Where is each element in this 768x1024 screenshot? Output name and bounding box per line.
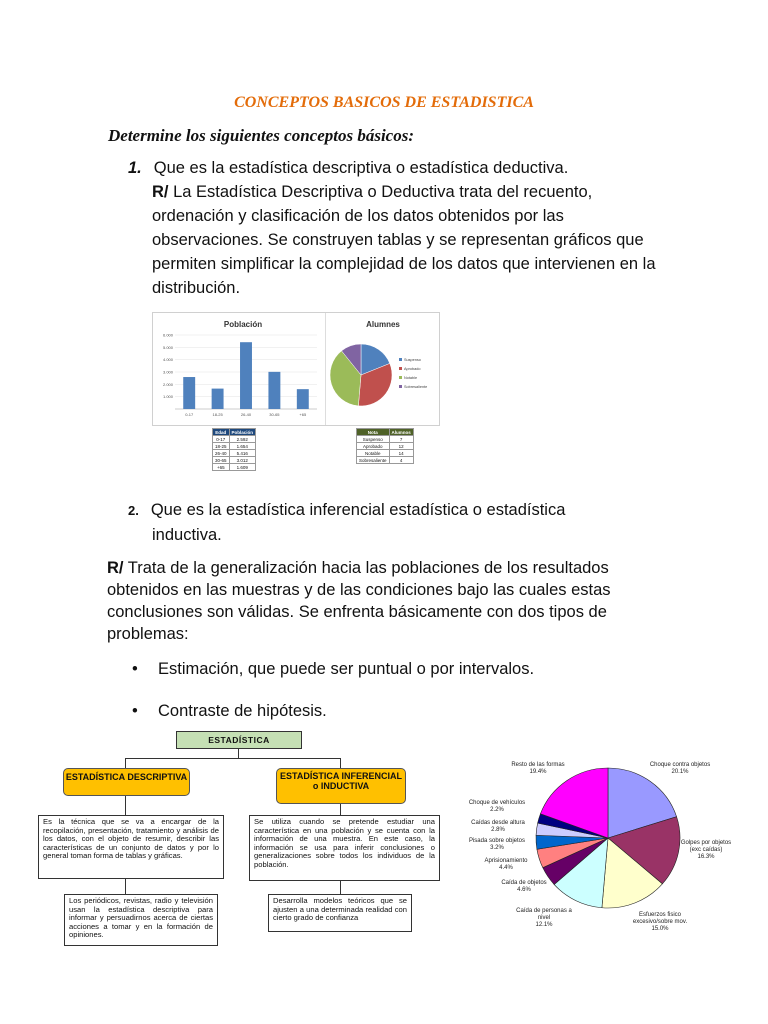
- x-tick-label: +65: [299, 412, 307, 417]
- x-tick-label: 30-65: [269, 412, 280, 417]
- pie-label-text: excesivo/sobre mov.: [632, 919, 688, 925]
- diagram-connector: [125, 758, 341, 759]
- table-cell: Suspenso: [357, 436, 390, 443]
- subtitle: Determine los siguientes conceptos básicos:: [108, 126, 414, 145]
- table-cell: +65: [213, 464, 230, 471]
- pie-label-text: Choque contra objetos: [649, 762, 711, 768]
- legend-label: Aprobado: [404, 367, 421, 371]
- table-cell: 0-17: [213, 436, 230, 443]
- bar: [212, 389, 224, 409]
- y-tick-label: 1.000: [162, 394, 173, 400]
- diagram-descriptiva-head: ESTADÍSTICA DESCRIPTIVA: [63, 768, 190, 796]
- table-cell: 30-65: [213, 457, 230, 464]
- pie-label: [640, 762, 720, 776]
- bullet-item: [132, 702, 327, 721]
- chart-panel: [152, 312, 440, 426]
- pie-label-text: Aprisionamiento: [484, 858, 528, 864]
- x-tick-label: 18-25: [212, 412, 223, 417]
- bullet-item: [132, 660, 534, 679]
- pie-label-value: 3.2%: [490, 845, 504, 851]
- legend-label: Sobresaliente: [404, 385, 428, 389]
- question-1-number: 1.: [128, 159, 142, 177]
- y-tick-label: 4.000: [162, 357, 173, 363]
- question-2-number: 2.: [128, 503, 139, 518]
- x-tick-label: 26-40: [240, 412, 252, 417]
- bullet-icon: •: [132, 660, 138, 678]
- pie-label: [674, 840, 738, 861]
- diagram-connector: [125, 758, 126, 768]
- y-tick-label: 2.000: [162, 381, 173, 387]
- pie-label-value: 20.1%: [671, 769, 689, 775]
- table-cell: 1.654: [229, 443, 256, 450]
- table-cell: 14: [389, 450, 413, 457]
- pie-chart-title: Alumnes: [366, 320, 400, 329]
- diagram-connector: [340, 758, 341, 768]
- table-cell: 2.592: [229, 436, 256, 443]
- table-cell: 12: [389, 443, 413, 450]
- pie-label-value: 19.4%: [529, 769, 547, 775]
- question-2-line2: inductiva.: [152, 526, 222, 544]
- pie-label-value: 4.6%: [517, 887, 531, 893]
- answer-1-prefix: R/: [152, 183, 169, 201]
- answer-2-text: Trata de la generalización hacia las poblaciones de los resultados obtenidos en las muestras y de las condiciones bajo las cuales estas conclusiones son válidas. Se enfrenta básicamente con dos tipos de problemas:: [107, 559, 611, 643]
- legend-label: Notable: [404, 376, 418, 380]
- table-cell: 1.609: [229, 464, 256, 471]
- bar: [183, 377, 195, 409]
- pie-label-value: 2.2%: [490, 807, 504, 813]
- pie-chart-alumnes: [327, 313, 439, 425]
- bar: [268, 372, 280, 409]
- legend-swatch: [399, 376, 402, 379]
- pie-label: [494, 880, 554, 894]
- answer-1-rest: ordenación y clasificación de los datos obtenidos por las observaciones. Se construyen tablas y se representan gráficos que permiten simplificar la complejidad de los datos que intervienen en la distribución.: [152, 207, 656, 297]
- panel-divider: [325, 313, 326, 425]
- table-header: Alumnos: [389, 429, 413, 436]
- answer-2: [107, 557, 667, 645]
- bar-chart: [153, 313, 323, 425]
- question-2-line1: Que es la estadística inferencial estadística o estadística: [150, 501, 566, 519]
- bar-chart-title: Población: [223, 320, 263, 329]
- y-tick-label: 5.000: [162, 344, 173, 350]
- legend-swatch: [399, 385, 402, 388]
- pie-label-text: nivel: [537, 915, 551, 921]
- legend-label: Suspenso: [404, 358, 421, 362]
- pie-label-value: 16.3%: [697, 854, 715, 860]
- diagram-connector: [125, 796, 126, 816]
- diagram-inferencial-text: Se utiliza cuando se pretende estudiar una característica en una población y se cuenta con la información de una muestra. En este caso, la información se usa para inferir conclusiones o generalizaciones sobre todos los individuos de la población.: [249, 815, 440, 881]
- pie-label-text: (exc caídas): [689, 847, 723, 853]
- bar: [297, 389, 309, 409]
- question-2: [128, 498, 648, 547]
- answer-1-line1: La Estadística Descriptiva o Deductiva trata del recuento,: [168, 183, 593, 201]
- y-tick-label: 6.000: [162, 332, 173, 338]
- pie-label-text: Caída de personas a: [516, 908, 572, 914]
- diagram-descriptiva-text: Es la técnica que se va a encargar de la recopilación, presentación, tratamiento y análisis de los datos, con el objeto de resumir, describir las características de un conjunto de datos y por lo general toman forma de tablas y gráficas.: [38, 815, 224, 879]
- table-cell: 26-40: [213, 450, 230, 457]
- diagram-inferencial-model: Desarrolla modelos teóricos que se ajusten a una determinada realidad con cierto grado de confianza: [268, 894, 412, 932]
- page-title: CONCEPTOS BASICOS DE ESTADISTICA: [234, 94, 534, 111]
- legend-swatch: [399, 367, 402, 370]
- pie-label-text: Resto de las formas: [511, 762, 565, 768]
- table-header: Edad: [213, 429, 230, 436]
- question-1: [128, 156, 568, 180]
- question-1-text: Que es la estadística descriptiva o estadística deductiva.: [153, 159, 569, 177]
- diagram-connector: [340, 881, 341, 895]
- table-header: Población: [229, 429, 256, 436]
- bullet-icon: •: [132, 702, 138, 720]
- table-cell: Sobresaliente: [357, 457, 390, 464]
- pie-label: [508, 908, 580, 929]
- answer-2-prefix: R/: [107, 559, 124, 577]
- diagram-descriptiva-example: Los periódicos, revistas, radio y televisión usan la estadística descriptiva para informar y persuadirnos acerca de ciertas acciones a tomar y en la formación de opiniones.: [64, 894, 218, 946]
- pie-label-value: 2.8%: [491, 827, 505, 833]
- table-cell: 5.416: [229, 450, 256, 457]
- table-cell: 3.012: [229, 457, 256, 464]
- pie-label: [466, 838, 528, 852]
- answer-1: [152, 180, 672, 300]
- pie-label: [468, 820, 528, 834]
- table-cell: Aprobado: [357, 443, 390, 450]
- pie-label-value: 15.0%: [651, 926, 669, 932]
- diagram-inferencial-head: ESTADÍSTICA INFERENCIAL o INDUCTIVA: [276, 768, 406, 804]
- table-cell: 18-25: [213, 443, 230, 450]
- pie-label-value: 4.4%: [499, 865, 513, 871]
- pie-label: [478, 858, 534, 872]
- pie-label: [508, 762, 568, 776]
- table-header: Nota: [357, 429, 390, 436]
- pie-label-text: Pisada sobre objetos: [468, 838, 526, 844]
- pie-label: [466, 800, 528, 814]
- pie-label-value: 12.1%: [535, 922, 553, 928]
- pie-label-text: Choque de vehículos: [468, 800, 526, 806]
- bullet-text: Contraste de hipótesis.: [158, 702, 327, 720]
- pie-label: [620, 912, 700, 933]
- bullet-text: Estimación, que puede ser puntual o por intervalos.: [158, 660, 535, 678]
- table-cell: 7: [389, 436, 413, 443]
- table-cell: Notable: [357, 450, 390, 457]
- population-table: [212, 428, 256, 471]
- y-tick-label: 3.000: [162, 369, 173, 375]
- grades-table: [356, 428, 414, 464]
- table-cell: 4: [389, 457, 413, 464]
- pie-label-text: Golpes por objetos: [680, 840, 732, 846]
- pie-label-text: Caídas desde altura: [471, 820, 525, 826]
- pie-label-text: Caída de objetos: [501, 880, 547, 886]
- diagram-connector: [125, 879, 126, 895]
- x-tick-label: 0-17: [185, 412, 194, 417]
- legend-swatch: [399, 358, 402, 361]
- bar: [240, 342, 252, 409]
- diagram-root: ESTADÍSTICA: [176, 731, 302, 749]
- pie-label-text: Esfuerzos fisico: [638, 912, 681, 918]
